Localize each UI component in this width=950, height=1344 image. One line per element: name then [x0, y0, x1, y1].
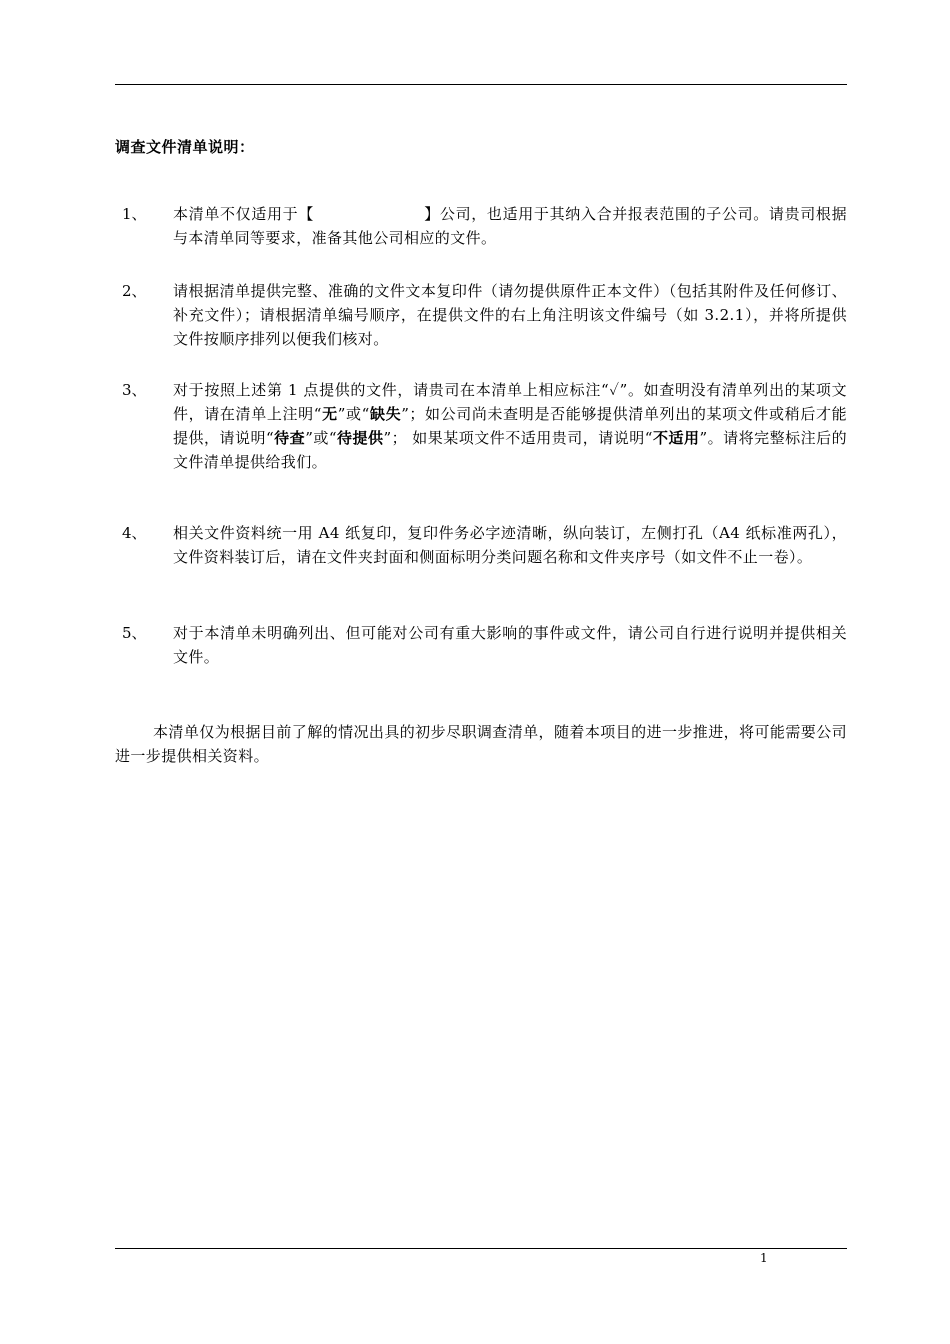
- list-item-number: 1、: [122, 205, 147, 223]
- list-item-text: 对于本清单未明确列出、但可能对公司有重大影响的事件或文件，请公司自行进行说明并提供相关文件。: [173, 624, 847, 666]
- list-item: [115, 279, 847, 351]
- list-item-text: 对于按照上述第 1 点提供的文件，请贵司在本清单上相应标注“✓”。如查明没有清单列出的某项文件，请在清单上注明“无”或“缺失”；如公司尚未查明是否能够提供清单列出的某项文件或稍后才能提供，请说明“待查”或“待提供”； 如果某项文件不适用贵司，请说明“不适用”。请将完整标注后的文件清单提供给我们。: [173, 381, 848, 471]
- list-item: [115, 378, 847, 474]
- footer-rule: [115, 1248, 847, 1249]
- list-item-text: 本清单不仅适用于【 】公司，也适用于其纳入合并报表范围的子公司。请贵司根据与本清单同等要求，准备其他公司相应的文件。: [173, 205, 847, 247]
- closing-paragraph: 本清单仅为根据目前了解的情况出具的初步尽职调查清单，随着本项目的进一步推进，将可能需要公司进一步提供相关资料。: [115, 723, 847, 765]
- page-number: 1: [760, 1251, 768, 1265]
- list-item-number: 4、: [122, 524, 147, 542]
- list-item-text: 相关文件资料统一用 A4 纸复印，复印件务必字迹清晰，纵向装订，左侧打孔（A4 纸标准两孔），文件资料装订后，请在文件夹封面和侧面标明分类问题名称和文件夹序号（如文件不止一卷）。: [173, 524, 847, 566]
- list-item: [115, 621, 847, 669]
- page-title: 调查文件清单说明：: [115, 138, 255, 156]
- list-item-number: 5、: [122, 624, 147, 642]
- list-item-number: 3、: [122, 381, 147, 399]
- list-item: [115, 521, 847, 569]
- header-rule: [115, 84, 847, 85]
- list-item: [115, 202, 847, 250]
- list-item-text: 请根据清单提供完整、准确的文件文本复印件（请勿提供原件正本文件）（包括其附件及任何修订、补充文件）；请根据清单编号顺序，在提供文件的右上角注明该文件编号（如 3.2.1），并将所提供文件按顺序排列以便我们核对。: [173, 282, 847, 348]
- list-item-number: 2、: [122, 282, 147, 300]
